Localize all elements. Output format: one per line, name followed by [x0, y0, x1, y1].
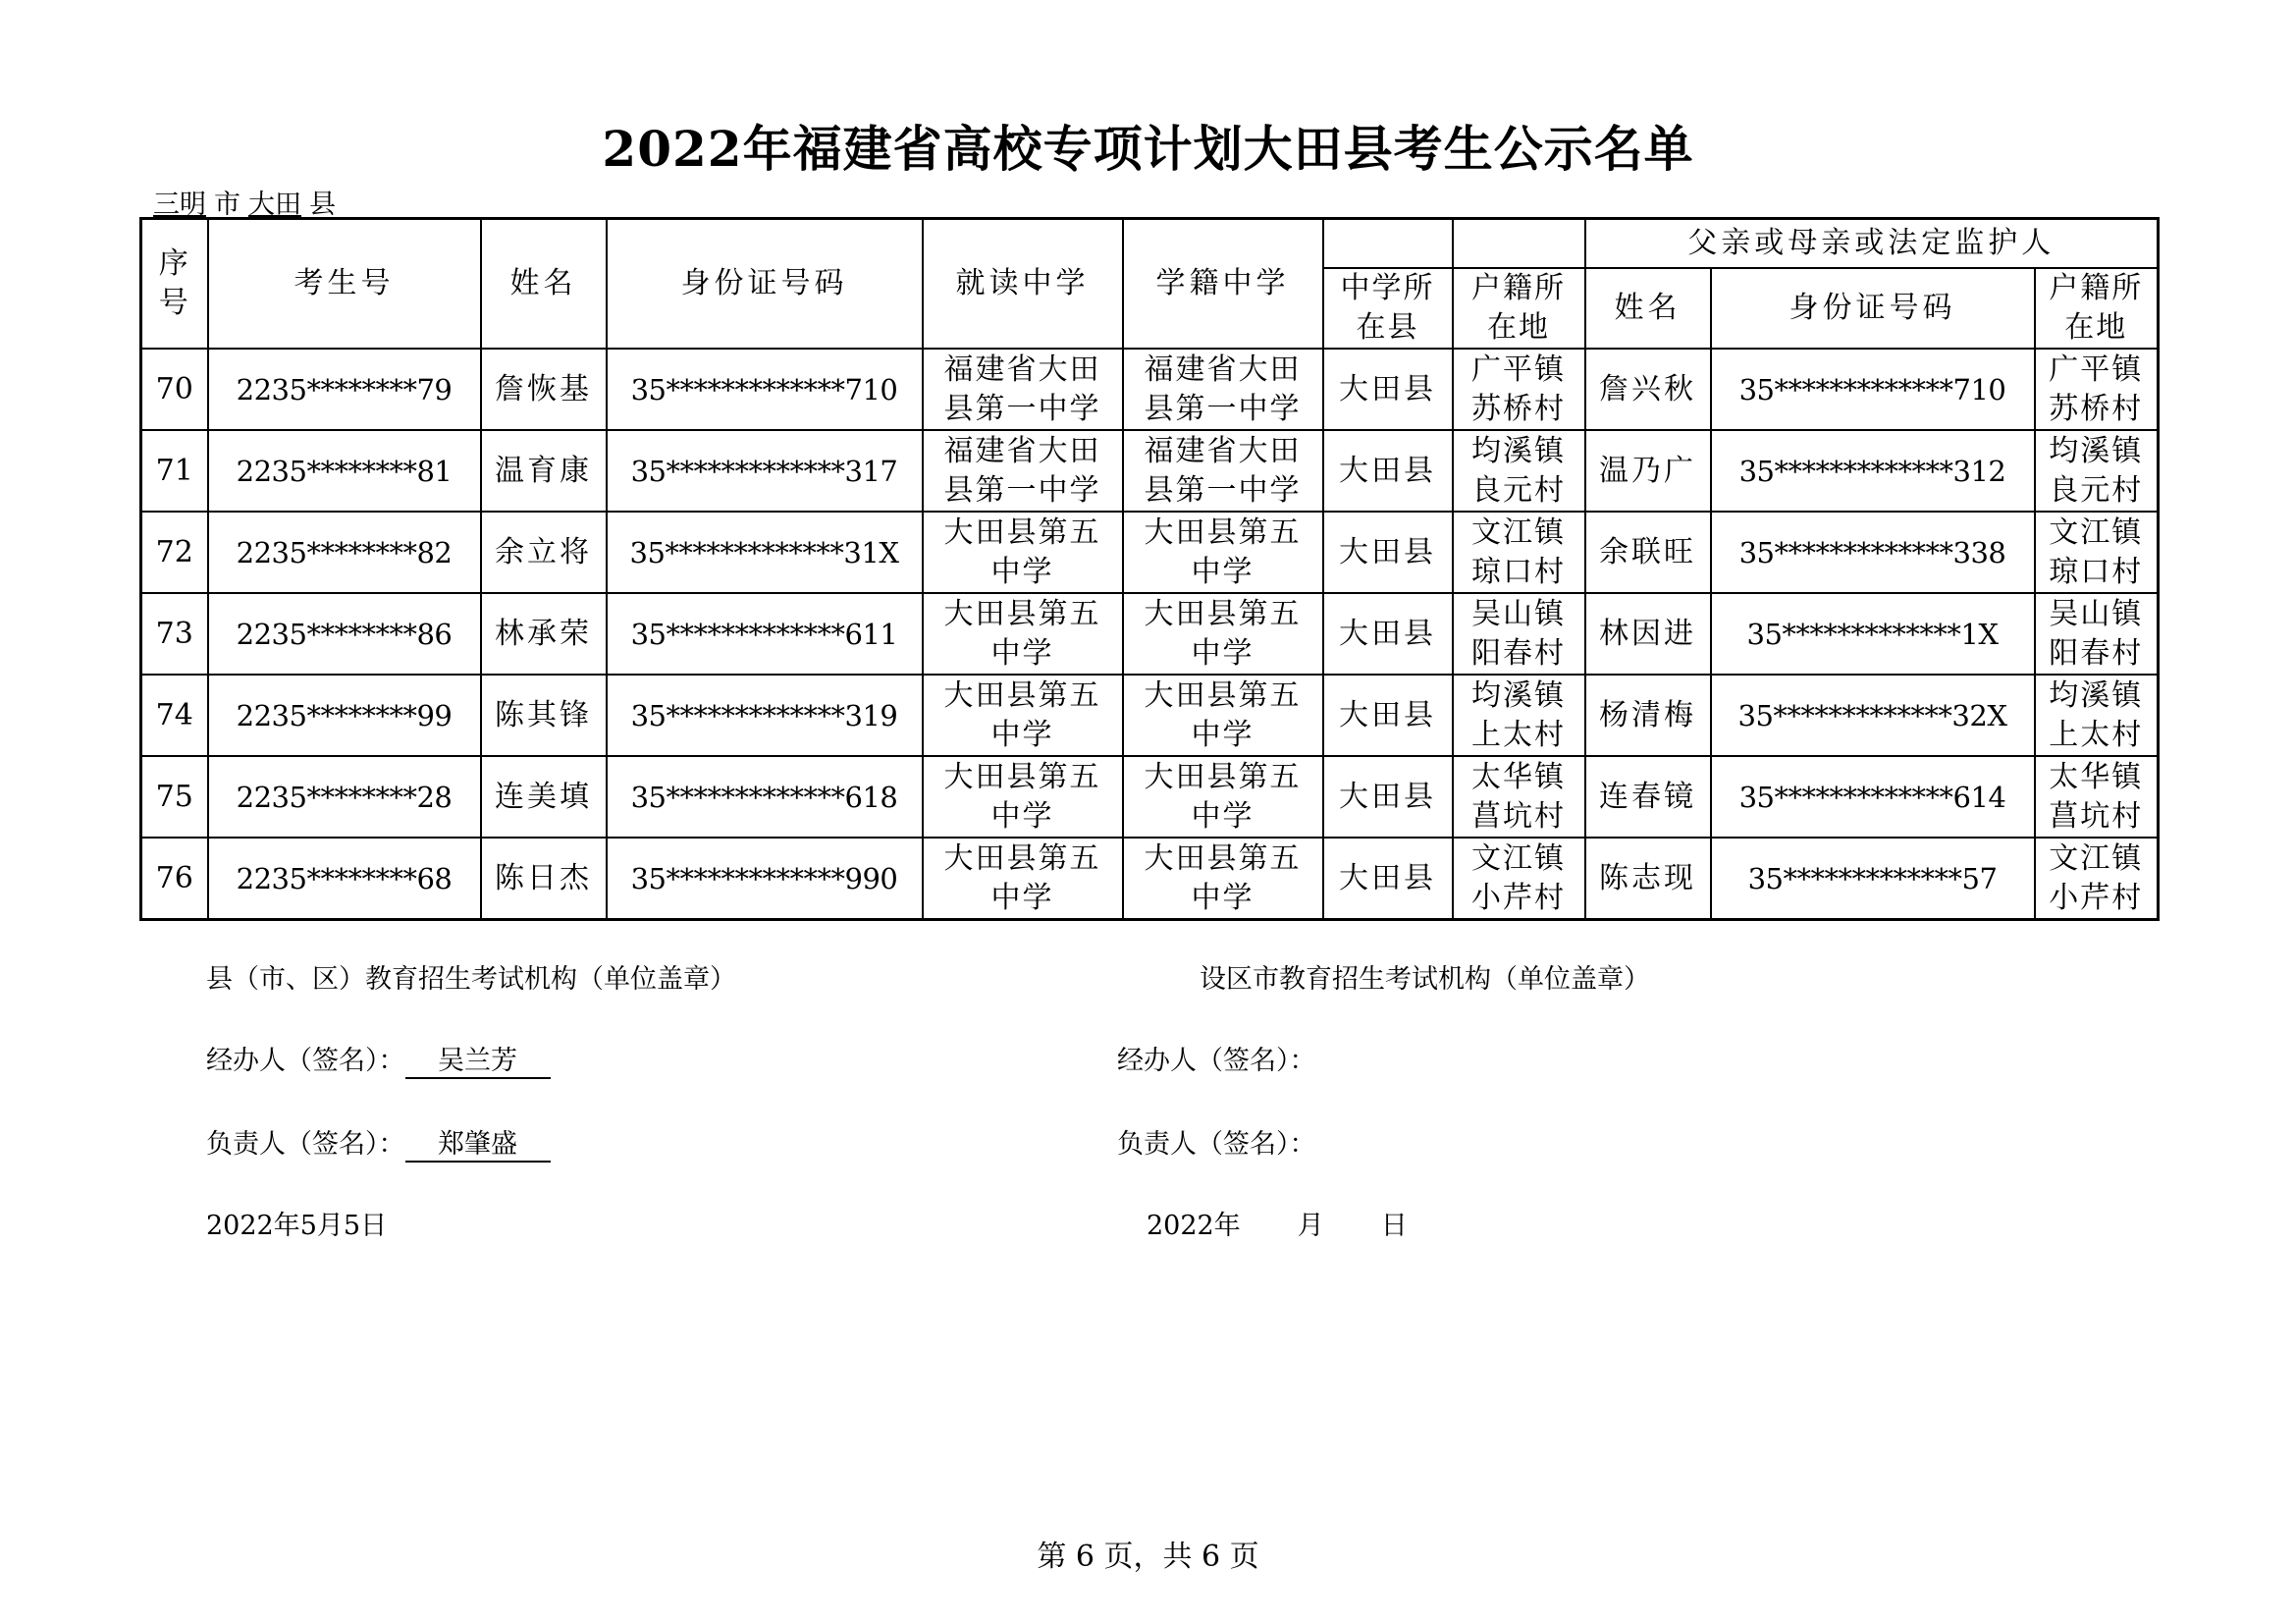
page-title: 2022年福建省高校专项计划大田县考生公示名单 — [602, 120, 1694, 178]
region-county: 大田 — [248, 189, 301, 220]
right-date-day: 日 — [1380, 1211, 1408, 1241]
region-county-suffix: 县 — [309, 189, 336, 220]
right-date — [1147, 1204, 1408, 1242]
cell-guardian-hukou: 文江镇小芹村 — [2035, 838, 2159, 920]
cell-id-no: 35*************990 — [607, 838, 923, 920]
cell-attend-school: 大田县第五中学 — [923, 593, 1123, 675]
cell-guardian-name: 林因进 — [1585, 593, 1711, 675]
cell-seq: 72 — [141, 512, 208, 593]
region-city-suffix: 市 — [214, 189, 240, 220]
cell-exam-no: 2235********99 — [208, 675, 481, 756]
cell-registered-school: 福建省大田县第一中学 — [1123, 349, 1323, 430]
cell-guardian-id: 35*************57 — [1711, 838, 2035, 920]
leader-signature: 郑肇盛 — [405, 1122, 551, 1163]
header-exam-no: 考生号 — [208, 219, 481, 350]
cell-hukou: 均溪镇良元村 — [1453, 430, 1585, 512]
cell-guardian-hukou: 均溪镇良元村 — [2035, 430, 2159, 512]
cell-school-county: 大田县 — [1323, 349, 1453, 430]
cell-hukou: 均溪镇上太村 — [1453, 675, 1585, 756]
cell-exam-no: 2235********28 — [208, 756, 481, 838]
cell-guardian-name: 杨清梅 — [1585, 675, 1711, 756]
cell-school-county: 大田县 — [1323, 838, 1453, 920]
right-org-label: 设区市教育招生考试机构（单位盖章） — [1200, 964, 1650, 995]
cell-guardian-hukou: 吴山镇阳春村 — [2035, 593, 2159, 675]
header-attend-school: 就读中学 — [923, 219, 1123, 350]
pagination: 第 6 页，共 6 页 — [1037, 1540, 1259, 1574]
cell-guardian-id: 35*************614 — [1711, 756, 2035, 838]
cell-hukou: 吴山镇阳春村 — [1453, 593, 1585, 675]
right-handler-label: 经办人（签名）： — [1117, 1046, 1316, 1076]
cell-id-no: 35*************317 — [607, 430, 923, 512]
left-leader-label: 负责人（签名）： — [206, 1129, 405, 1160]
header-registered-school: 学籍中学 — [1123, 219, 1323, 350]
cell-exam-no: 2235********82 — [208, 512, 481, 593]
cell-id-no: 35*************710 — [607, 349, 923, 430]
table-row — [141, 430, 2159, 512]
cell-guardian-id: 35*************312 — [1711, 430, 2035, 512]
handler-signature: 吴兰芳 — [405, 1039, 551, 1079]
header-seq: 序号 — [141, 219, 208, 350]
cell-seq: 76 — [141, 838, 208, 920]
region-city: 三明 — [153, 189, 206, 220]
table-row — [141, 756, 2159, 838]
header-blank-2 — [1453, 219, 1585, 269]
cell-name: 余立将 — [481, 512, 607, 593]
cell-registered-school: 大田县第五中学 — [1123, 593, 1323, 675]
table-row — [141, 675, 2159, 756]
cell-id-no: 35*************611 — [607, 593, 923, 675]
header-hukou: 户籍所在地 — [1453, 268, 1585, 349]
right-date-month: 月 — [1297, 1211, 1324, 1241]
left-date: 2022年5月5日 — [206, 1211, 388, 1241]
header-school-county: 中学所在县 — [1323, 268, 1453, 349]
cell-hukou: 文江镇小芹村 — [1453, 838, 1585, 920]
cell-seq: 73 — [141, 593, 208, 675]
header-id-no: 身份证号码 — [607, 219, 923, 350]
cell-attend-school: 大田县第五中学 — [923, 838, 1123, 920]
cell-name: 陈日杰 — [481, 838, 607, 920]
cell-registered-school: 福建省大田县第一中学 — [1123, 430, 1323, 512]
table-row — [141, 593, 2159, 675]
cell-exam-no: 2235********68 — [208, 838, 481, 920]
cell-id-no: 35*************319 — [607, 675, 923, 756]
cell-registered-school: 大田县第五中学 — [1123, 756, 1323, 838]
cell-name: 陈其锋 — [481, 675, 607, 756]
header-name: 姓名 — [481, 219, 607, 350]
cell-attend-school: 福建省大田县第一中学 — [923, 430, 1123, 512]
cell-guardian-id: 35*************710 — [1711, 349, 2035, 430]
cell-school-county: 大田县 — [1323, 512, 1453, 593]
candidate-table — [139, 217, 2160, 921]
cell-exam-no: 2235********81 — [208, 430, 481, 512]
left-leader-line — [206, 1122, 551, 1163]
cell-guardian-name: 余联旺 — [1585, 512, 1711, 593]
right-leader-label: 负责人（签名）： — [1117, 1129, 1316, 1160]
header-guardian-hukou: 户籍所在地 — [2035, 268, 2159, 349]
cell-guardian-hukou: 太华镇菖坑村 — [2035, 756, 2159, 838]
cell-name: 温育康 — [481, 430, 607, 512]
cell-id-no: 35*************31X — [607, 512, 923, 593]
right-date-year: 2022年 — [1147, 1211, 1241, 1241]
cell-name: 林承荣 — [481, 593, 607, 675]
header-guardian-group: 父亲或母亲或法定监护人 — [1585, 219, 2159, 269]
cell-name: 詹恢基 — [481, 349, 607, 430]
cell-hukou: 太华镇菖坑村 — [1453, 756, 1585, 838]
table-row — [141, 838, 2159, 920]
cell-guardian-hukou: 均溪镇上太村 — [2035, 675, 2159, 756]
cell-guardian-name: 温乃广 — [1585, 430, 1711, 512]
header-blank-1 — [1323, 219, 1453, 269]
cell-guardian-name: 詹兴秋 — [1585, 349, 1711, 430]
left-handler-line — [206, 1039, 551, 1079]
cell-hukou: 广平镇苏桥村 — [1453, 349, 1585, 430]
cell-attend-school: 大田县第五中学 — [923, 756, 1123, 838]
cell-school-county: 大田县 — [1323, 675, 1453, 756]
cell-registered-school: 大田县第五中学 — [1123, 512, 1323, 593]
header-guardian-name: 姓名 — [1585, 268, 1711, 349]
cell-school-county: 大田县 — [1323, 756, 1453, 838]
cell-attend-school: 大田县第五中学 — [923, 512, 1123, 593]
region-line — [145, 183, 336, 221]
cell-name: 连美填 — [481, 756, 607, 838]
cell-seq: 71 — [141, 430, 208, 512]
cell-guardian-name: 连春镜 — [1585, 756, 1711, 838]
table-row — [141, 349, 2159, 430]
cell-registered-school: 大田县第五中学 — [1123, 675, 1323, 756]
cell-hukou: 文江镇琼口村 — [1453, 512, 1585, 593]
cell-seq: 70 — [141, 349, 208, 430]
cell-guardian-name: 陈志现 — [1585, 838, 1711, 920]
cell-school-county: 大田县 — [1323, 593, 1453, 675]
header-guardian-id: 身份证号码 — [1711, 268, 2035, 349]
cell-attend-school: 福建省大田县第一中学 — [923, 349, 1123, 430]
cell-guardian-id: 35*************1X — [1711, 593, 2035, 675]
table-header-row-1 — [141, 219, 2159, 269]
cell-guardian-hukou: 文江镇琼口村 — [2035, 512, 2159, 593]
cell-guardian-id: 35*************338 — [1711, 512, 2035, 593]
left-handler-label: 经办人（签名）： — [206, 1046, 405, 1076]
cell-school-county: 大田县 — [1323, 430, 1453, 512]
cell-exam-no: 2235********79 — [208, 349, 481, 430]
table-row — [141, 512, 2159, 593]
cell-seq: 75 — [141, 756, 208, 838]
cell-exam-no: 2235********86 — [208, 593, 481, 675]
cell-attend-school: 大田县第五中学 — [923, 675, 1123, 756]
cell-id-no: 35*************618 — [607, 756, 923, 838]
cell-registered-school: 大田县第五中学 — [1123, 838, 1323, 920]
cell-guardian-hukou: 广平镇苏桥村 — [2035, 349, 2159, 430]
left-org-label: 县（市、区）教育招生考试机构（单位盖章） — [206, 964, 736, 995]
cell-guardian-id: 35*************32X — [1711, 675, 2035, 756]
cell-seq: 74 — [141, 675, 208, 756]
